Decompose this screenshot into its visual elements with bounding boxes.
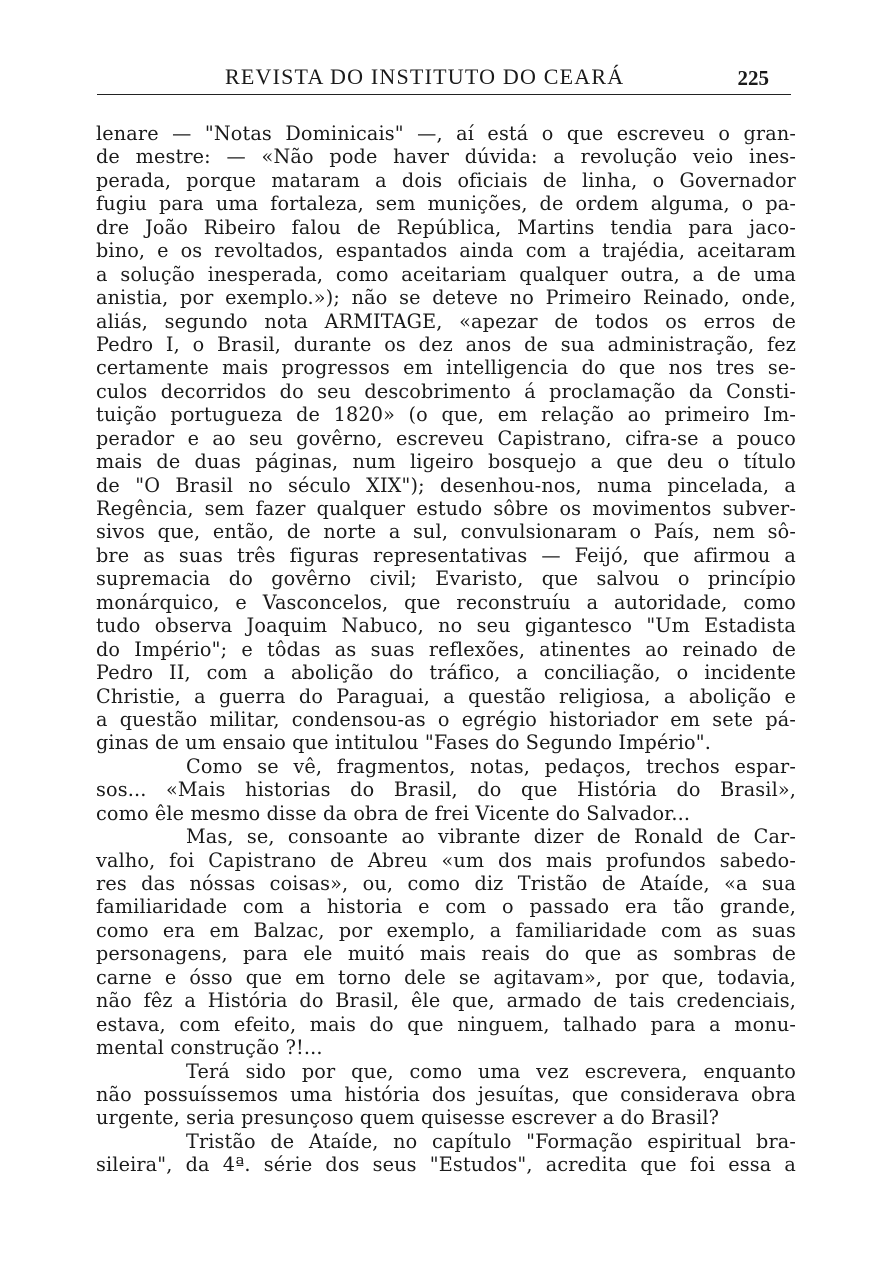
text-line: Pedro I, o Brasil, durante os dez anos de sua administração, fez — [96, 332, 796, 356]
text-line: de mestre: — «Não pode haver dúvida: a revolução veio ines- — [96, 145, 796, 169]
text-line: do Império"; e tôdas as suas reflexões, atinentes ao reinado de — [96, 637, 796, 661]
text-line: não possuíssemos uma história dos jesuítas, que considerava obra — [96, 1082, 796, 1106]
text-line: monárquico, e Vasconcelos, que reconstruíu a autoridade, como — [96, 590, 796, 614]
text-line: mental construção ?!... — [96, 1036, 323, 1060]
text-line: carne e ósso que em torno dele se agitavam», por que, todavia, — [96, 965, 796, 989]
text-line: res das nóssas coisas», ou, como diz Tristão de Ataíde, «a sua — [96, 872, 796, 895]
text-line: culos decorridos do seu descobrimento á proclamação da Consti- — [96, 379, 796, 403]
text-line: Como se vê, fragmentos, notas, pedaços, trechos espar- — [186, 754, 796, 778]
text-line: anistia, por exemplo.»); não se deteve no Primeiro Reinado, onde, — [96, 286, 796, 310]
text-line: perada, porque mataram a dois oficiais de linha, o Governador — [96, 168, 796, 192]
text-line: Pedro II, com a abolição do tráfico, a conciliação, o incidente — [96, 661, 796, 685]
text-line: Christie, a guerra do Paraguai, a questão religiosa, a abolição e — [96, 684, 796, 708]
text-line: sileira", da 4ª. série dos seus "Estudos", acredita que foi essa a — [96, 1153, 796, 1177]
text-line: tuição portugueza de 1820» (o que, em relação ao primeiro Im- — [96, 403, 796, 427]
text-line: a solução inesperada, como aceitariam qualquer outra, a de uma — [96, 262, 796, 286]
text-line: tudo observa Joaquim Nabuco, no seu gigantesco "Um Estadista — [96, 614, 796, 638]
text-line: supremacia do govêrno civil; Evaristo, que salvou o princípio — [96, 567, 796, 591]
running-head — [97, 60, 791, 95]
text-line: Tristão de Ataíde, no capítulo "Formação espiritual bra- — [186, 1129, 796, 1153]
text-line: mais de duas páginas, num ligeiro bosquejo a que deu o título — [96, 450, 796, 474]
text-line: como era em Balzac, por exemplo, a familiaridade com as suas — [96, 918, 796, 942]
text-line: familiaridade com a historia e com o passado era tão grande, — [96, 895, 796, 919]
text-line: como êle mesmo disse da obra de frei Vicente do Salvador... — [96, 801, 691, 825]
text-line: Terá sido por que, como uma vez escrevera, enquanto — [186, 1059, 796, 1083]
text-line: lenare — "Notas Dominicais" —, aí está o que escreveu o gran- — [96, 122, 796, 145]
text-line: ginas de um ensaio que intitulou "Fases do Segundo Império". — [96, 731, 711, 755]
text-line: sivos que, então, de norte a sul, convulsionaram o País, nem sô- — [96, 520, 796, 544]
text-line: Mas, se, consoante ao vibrante dizer de Ronald de Car- — [186, 825, 796, 849]
text-line: Regência, sem fazer qualquer estudo sôbre os movimentos subver- — [96, 497, 796, 520]
text-line: a questão militar, condensou-as o egrégio historiador em sete pá- — [96, 707, 796, 731]
text-line: bino, e os revoltados, espantados ainda com a trajédia, aceitaram — [96, 239, 796, 263]
text-line: não fêz a História do Brasil, êle que, armado de tais credenciais, — [96, 989, 796, 1013]
body-text — [96, 122, 796, 1177]
text-line: certamente mais progressos em intelligencia do que nos tres se- — [96, 356, 796, 380]
text-line: perador e ao seu govêrno, escreveu Capistrano, cifra-se a pouco — [96, 426, 796, 450]
text-line: valho, foi Capistrano de Abreu «um dos mais profundos sabedo- — [96, 848, 796, 872]
text-line: personagens, para ele muitó mais reais do que as sombras de — [96, 942, 796, 966]
text-line: urgente, seria presunçoso quem quisesse escrever a do Brasil? — [96, 1106, 720, 1130]
text-line: aliás, segundo nota ARMITAGE, «apezar de todos os erros de — [96, 309, 796, 333]
running-title: REVISTA DO INSTITUTO DO CEARÁ — [225, 64, 625, 89]
text-line: estava, com efeito, mais do que ninguem, talhado para a monu- — [96, 1012, 796, 1036]
text-line: bre as suas três figuras representativas — Feijó, que afirmou a — [96, 543, 796, 567]
text-line: sos... «Mais historias do Brasil, do que História do Brasil», — [96, 778, 796, 802]
text-line: dre João Ribeiro falou de República, Martins tendia para jaco- — [96, 215, 796, 239]
text-line: de "O Brasil no século XIX"); desenhou-nos, numa pincelada, a — [96, 473, 796, 497]
page-number: 225 — [737, 66, 769, 90]
text-line: fugiu para uma fortaleza, sem munições, de ordem alguma, o pa- — [96, 192, 796, 216]
